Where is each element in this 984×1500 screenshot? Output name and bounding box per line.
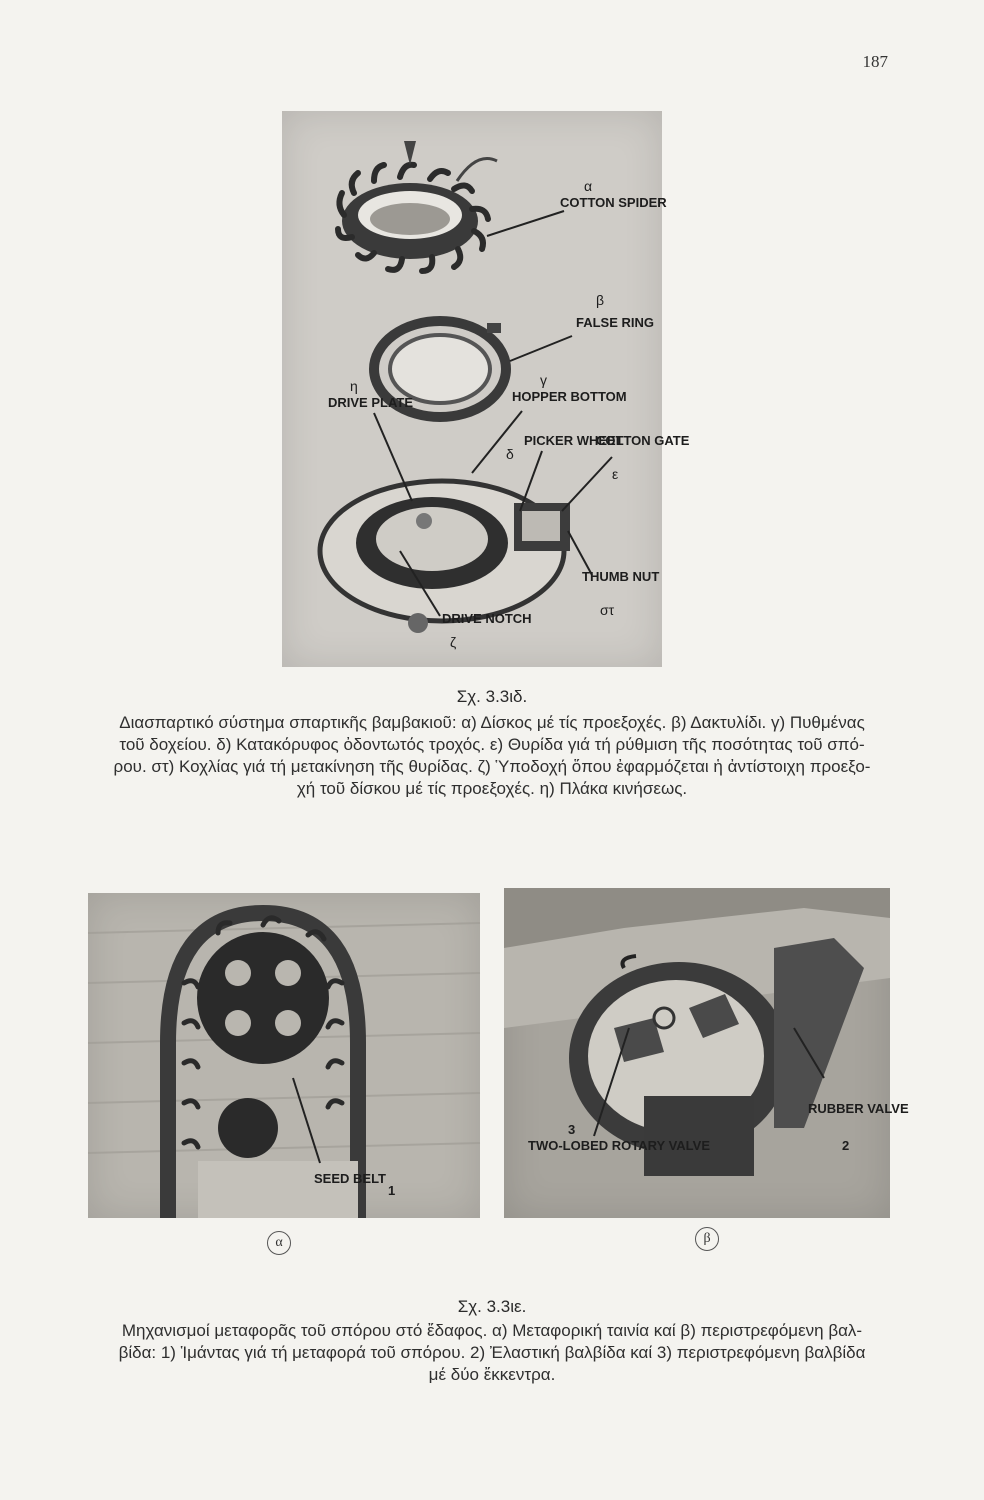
cotton-gate-pointer (562, 457, 612, 511)
label-zeta: ζ (450, 634, 457, 650)
hopper-bottom-pointer (472, 411, 522, 473)
label-rubber-valve-number: 2 (842, 1138, 850, 1153)
label-cotton-spider: COTTON SPIDER (560, 195, 667, 210)
rotary-valve-photo (504, 888, 909, 1218)
page-number: 187 (862, 52, 888, 71)
panel-marker-beta: β (695, 1227, 719, 1251)
label-rubber-valve: RUBBER VALVE (808, 1101, 909, 1116)
figure-top-title: Σχ. 3.3ιδ. (456, 687, 528, 706)
label-hopper-bottom: HOPPER BOTTOM (512, 389, 627, 404)
caption-line: ρου. στ) Κοχλίας γιά τή μετακίνηση τῆς θυρίδας. ζ) Ὑποδοχή ὅπου ἐφαρμόζεται ἡ ἀντίστοιχη προεξο- (113, 757, 871, 776)
seed-belt-illustration (88, 893, 480, 1218)
label-gamma: γ (540, 372, 547, 388)
label-false-ring: FALSE RING (576, 315, 655, 330)
planter-disc-photo (282, 111, 690, 667)
label-seed-belt: SEED BELT (314, 1171, 386, 1186)
figure-bottom-title: Σχ. 3.3ιε. (457, 1297, 527, 1316)
label-seed-belt-number: 1 (388, 1183, 396, 1198)
seed-belt-pointer (293, 1078, 320, 1163)
label-beta: β (596, 292, 605, 308)
label-delta: δ (506, 446, 514, 462)
label-epsilon: ε (612, 466, 619, 482)
label-two-lobed-number: 3 (568, 1122, 576, 1137)
seed-belt-photo (88, 893, 480, 1218)
rotary-valve-drawing (504, 888, 890, 1176)
planter-disc-illustration (282, 111, 690, 667)
rotary-valve-illustration (504, 888, 909, 1218)
figure-bottom-caption (62, 1320, 922, 1386)
label-cotton-gate: COTTON GATE (596, 433, 690, 448)
caption-line: τοῦ δοχείου. δ) Κατακόρυφος ὀδοντωτός τροχός. ε) Θυρίδα γιά τή ρύθμιση τῆς ποσότητας τοῦ σπό- (119, 735, 865, 754)
caption-line: χή τοῦ δίσκου μέ τίς προεξοχές. η) Πλάκα κινήσεως. (296, 779, 688, 798)
cotton-spider-drawing (338, 141, 497, 271)
false-ring-pointer (510, 336, 572, 361)
caption-line: μέ δύο ἔκκεντρα. (428, 1365, 556, 1384)
label-sigma-tau: στ (600, 602, 615, 618)
caption-line: Διασπαρτικό σύστημα σπαρτικῆς βαμβακιοῦ: α) Δίσκος μέ τίς προεξοχές. β) Δακτυλίδι. γ) Πυθμένας (119, 713, 865, 732)
cotton-spider-pointer (487, 211, 564, 236)
figure-top-caption (62, 712, 922, 800)
label-eta: η (350, 378, 358, 394)
panel-marker-alpha: α (267, 1231, 291, 1255)
label-alpha: α (584, 178, 593, 194)
label-picker-wheel: PICKER WHEEL (524, 433, 624, 448)
label-drive-plate: DRIVE PLATE (328, 395, 413, 410)
caption-line: Μηχανισμοί μεταφορᾶς τοῦ σπόρου στό ἔδαφος. α) Μεταφορική ταινία καί β) περιστρεφόμενη βαλ- (121, 1321, 863, 1340)
label-drive-notch: DRIVE NOTCH (442, 611, 532, 626)
caption-line: βίδα: 1) Ἱμάντας γιά τή μεταφορά τοῦ σπόρου. 2) Ἐλαστική βαλβίδα καί 3) περιστρεφόμενη βαλβίδα (118, 1343, 866, 1362)
label-two-lobed-valve: TWO-LOBED ROTARY VALVE (528, 1138, 710, 1153)
label-thumb-nut: THUMB NUT (582, 569, 660, 584)
